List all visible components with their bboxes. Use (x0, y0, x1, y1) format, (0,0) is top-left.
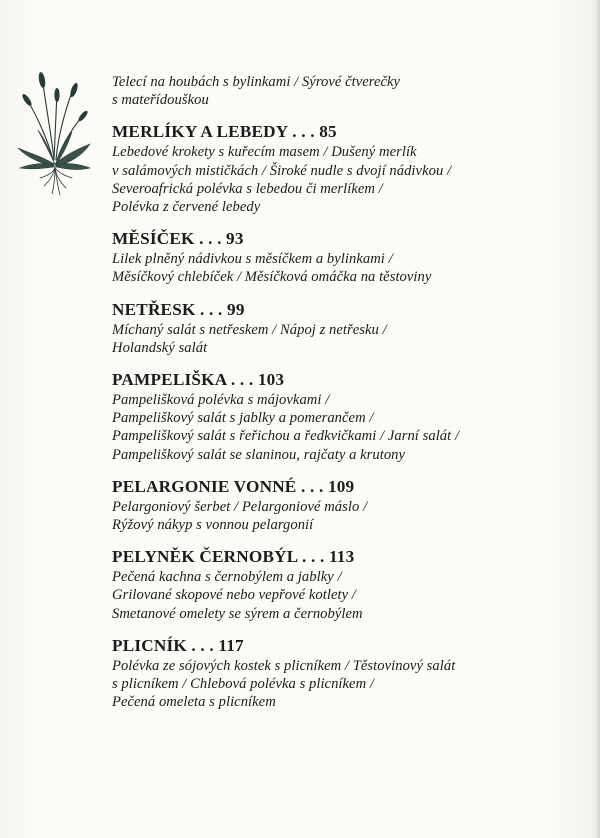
page-edge-shadow (595, 0, 600, 838)
recipe-line: Severoafrická polévka s lebedou či merlíkem / (112, 180, 383, 197)
recipe-line: Pečená omeleta s plicníkem (112, 694, 276, 711)
recipe-line: Smetanové omelety se sýrem a černobýlem (112, 605, 363, 622)
recipe-index (112, 73, 582, 711)
recipe-line: v salámových mističkách / Široké nudle s dvojí nádivkou / (112, 162, 452, 179)
recipe-line: Pampeliškový salát s jablky a pomerančem / (112, 410, 374, 427)
recipe-line: Pampeliškový salát s řeřichou a ředkvičkami / Jarní salát / (112, 428, 460, 445)
section-heading: PELYNĚK ČERNOBÝL . . . 113 (112, 547, 355, 567)
recipe-line: Míchaný salát s netřeskem / Nápoj z netřesku / (112, 321, 387, 338)
recipe-line: Pampeliškový salát se slaninou, rajčaty a krutony (112, 446, 406, 463)
recipe-line: s plicníkem / Chlebová polévka s plicníkem / (112, 676, 374, 693)
recipe-line: s mateřídouškou (112, 92, 209, 109)
section-heading: PAMPELIŠKA . . . 103 (112, 370, 285, 390)
plantain-herb-illustration (16, 68, 92, 196)
section-heading: MĚSÍČEK . . . 93 (112, 229, 244, 249)
section-merliky (112, 122, 582, 216)
recipe-line: Pelargoniový šerbet / Pelargoniové máslo / (112, 498, 368, 515)
recipe-line: Polévka z červené lebedy (112, 199, 261, 216)
section-plicnik (112, 636, 582, 712)
recipe-line: Lilek plněný nádivkou s měsíčkem a bylinkami / (112, 251, 393, 268)
section-pelynek (112, 547, 582, 623)
recipe-line: Pečená kachna s černobýlem a jablky / (112, 569, 342, 586)
recipe-line: Rýžový nákyp s vonnou pelargonií (112, 517, 314, 534)
section-mesicek (112, 229, 582, 286)
recipe-line: Grilované skopové nebo vepřové kotlety / (112, 587, 356, 604)
recipe-line: Polévka ze sójových kostek s plicníkem / Těstovinový salát (112, 657, 456, 674)
section-heading: NETŘESK . . . 99 (112, 299, 245, 319)
section-heading: PELARGONIE VONNÉ . . . 109 (112, 476, 355, 496)
intro-recipes (112, 73, 582, 109)
recipe-line: Lebedové krokety s kuřecím masem / Dušený merlík (112, 144, 417, 161)
section-heading: PLICNÍK . . . 117 (112, 635, 244, 655)
section-netresk (112, 300, 582, 357)
recipe-line: Pampelišková polévka s májovkami / (112, 392, 330, 409)
recipe-line: Holandský salát (112, 339, 208, 356)
recipe-line: Měsíčkový chlebíček / Měsíčková omáčka na těstoviny (112, 269, 432, 286)
section-pelargonie (112, 477, 582, 534)
section-pampeliska (112, 370, 582, 464)
recipe-line: Telecí na houbách s bylinkami / Sýrové čtverečky (112, 74, 401, 90)
section-heading: MERLÍKY A LEBEDY . . . 85 (112, 122, 337, 142)
